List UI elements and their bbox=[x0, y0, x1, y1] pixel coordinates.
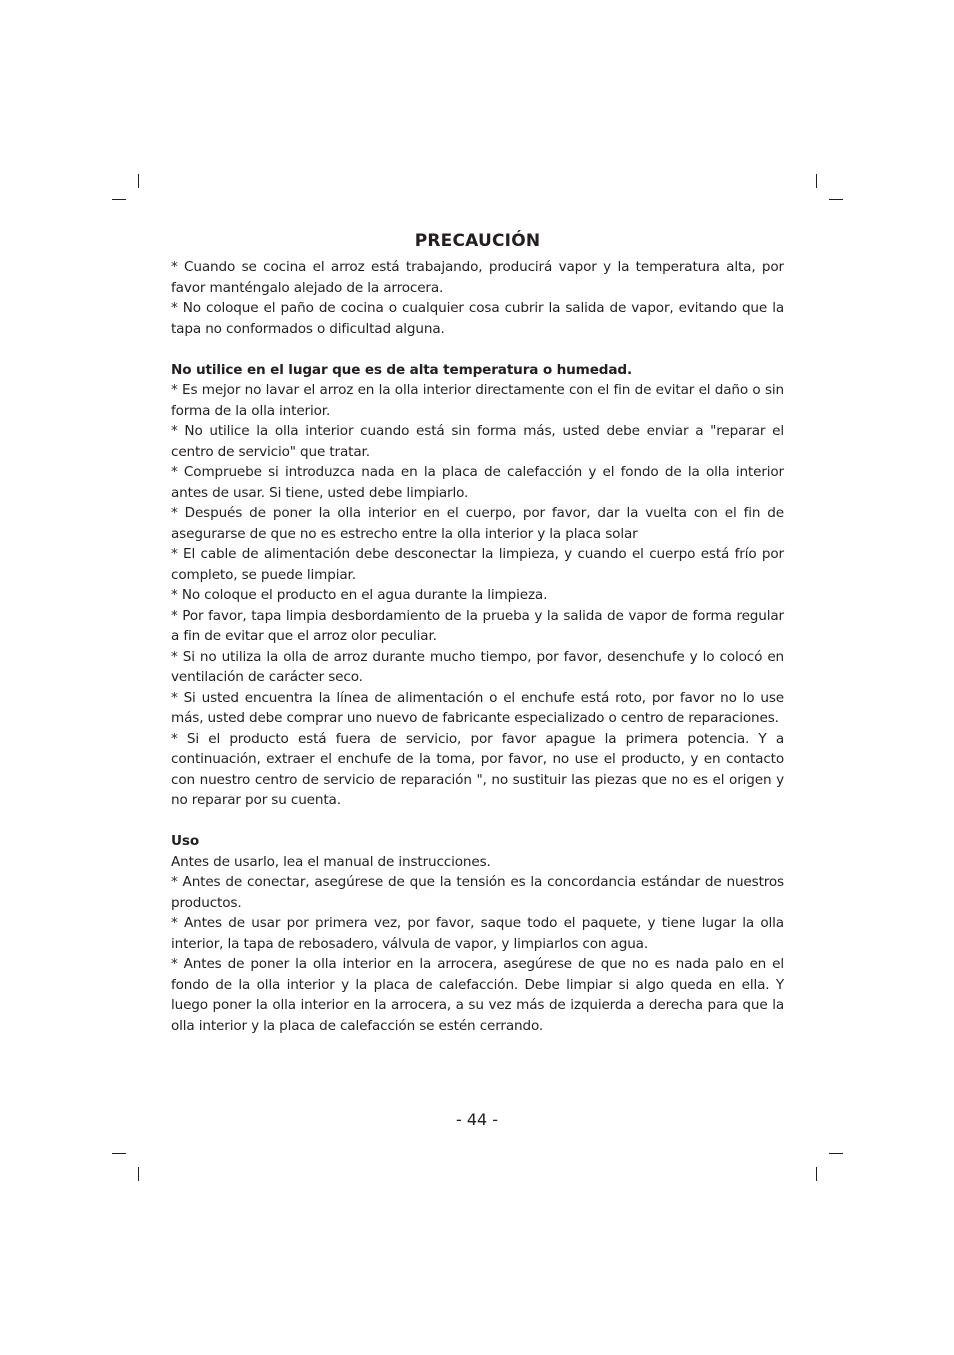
paragraph: * No coloque el paño de cocina o cualquier cosa cubrir la salida de vapor, evitando que la tapa no conformados o dificultad alguna. bbox=[171, 300, 784, 337]
crop-mark-bottom-right-horizontal bbox=[829, 1153, 843, 1154]
spacer bbox=[171, 339, 784, 360]
paragraph: * Antes de conectar, asegúrese de que la tensión es la concordancia estándar de nuestros productos. bbox=[171, 874, 784, 911]
crop-mark-top-left-horizontal bbox=[112, 199, 126, 200]
paragraph: * El cable de alimentación debe desconectar la limpieza, y cuando el cuerpo está frío por completo, se puede limpiar. bbox=[171, 546, 784, 583]
document-body bbox=[171, 229, 784, 1036]
section-heading: Uso bbox=[171, 833, 200, 849]
paragraph: * Antes de usar por primera vez, por favor, saque todo el paquete, y tiene lugar la olla interior, la tapa de rebosadero, válvula de vapor, y limpiarlos con agua. bbox=[171, 915, 784, 952]
paragraph: * Si usted encuentra la línea de alimentación o el enchufe está roto, por favor no lo use más, usted debe comprar uno nuevo de fabricante especializado o centro de reparaciones. bbox=[171, 689, 784, 726]
paragraph: * No utilice la olla interior cuando está sin forma más, usted debe enviar a "reparar el centro de servicio" que tratar. bbox=[171, 423, 784, 460]
paragraph: * No coloque el producto en el agua durante la limpieza. bbox=[171, 587, 548, 603]
paragraph: * Si el producto está fuera de servicio, por favor apague la primera potencia. Y a continuación, extraer el enchufe de la toma, por favor, no use el producto, y en contacto con nuestro centro de servicio de reparación ", no sustituir las piezas que no es el origen y no reparar por su cuenta. bbox=[171, 730, 784, 808]
spacer bbox=[171, 811, 784, 832]
crop-mark-top-right-horizontal bbox=[829, 199, 843, 200]
paragraph: * Por favor, tapa limpia desbordamiento de la prueba y la salida de vapor de forma regular a fin de evitar que el arroz olor peculiar. bbox=[171, 607, 784, 644]
paragraph: * Compruebe si introduzca nada en la placa de calefacción y el fondo de la olla interior antes de usar. Si tiene, usted debe limpiarlo. bbox=[171, 464, 784, 501]
page-title: PRECAUCIÓN bbox=[414, 231, 541, 251]
crop-mark-bottom-right-vertical bbox=[816, 1167, 817, 1181]
paragraph: * Es mejor no lavar el arroz en la olla interior directamente con el fin de evitar el daño o sin forma de la olla interior. bbox=[171, 382, 784, 419]
paragraph: * Después de poner la olla interior en el cuerpo, por favor, dar la vuelta con el fin de asegurarse de que no es estrecho entre la olla interior y la placa solar bbox=[171, 505, 784, 542]
paragraph: Antes de usarlo, lea el manual de instrucciones. bbox=[171, 853, 491, 870]
section-heading: No utilice en el lugar que es de alta temperatura o humedad. bbox=[171, 361, 632, 378]
page-number: - 44 - bbox=[455, 1110, 499, 1129]
crop-mark-bottom-left-vertical bbox=[138, 1167, 139, 1181]
crop-mark-top-left-vertical bbox=[138, 174, 139, 188]
crop-mark-top-right-vertical bbox=[816, 174, 817, 188]
paragraph: * Cuando se cocina el arroz está trabajando, producirá vapor y la temperatura alta, por favor manténgalo alejado de la arrocera. bbox=[171, 259, 784, 296]
paragraph: * Si no utiliza la olla de arroz durante mucho tiempo, por favor, desenchufe y lo colocó en ventilación de carácter seco. bbox=[171, 648, 784, 685]
paragraph: * Antes de poner la olla interior en la arrocera, asegúrese de que no es nada palo en el fondo de la olla interior y la placa de calefacción. Debe limpiar si algo queda en ella. Y luego poner la olla interior en la arrocera, a su vez más de izquierda a derecha para que la olla interior y la placa de calefacción se estén cerrando. bbox=[171, 956, 784, 1034]
crop-mark-bottom-left-horizontal bbox=[112, 1153, 126, 1154]
